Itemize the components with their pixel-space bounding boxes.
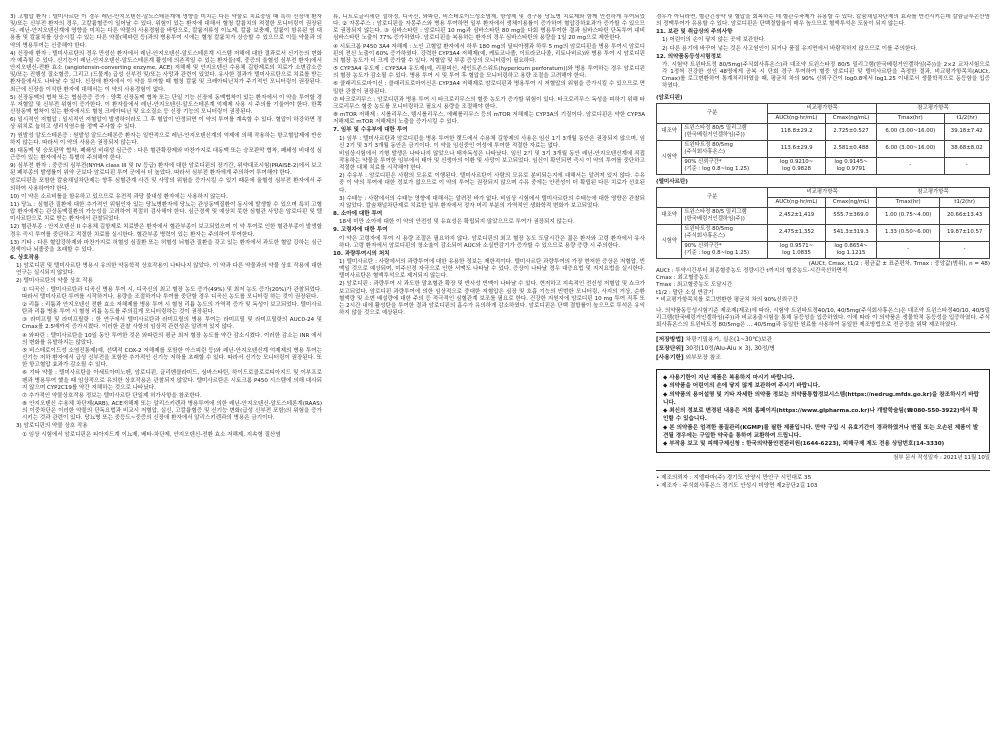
table-note: Tmax : 최고혈중농도 도달시간 bbox=[656, 282, 733, 289]
paragraph: 이 약은 고령자에 투여 시 용량 조절은 필요하지 않다. 암로디핀의 최고 혈장 농도 도달시간은 젊은 환자와 고령 환자에서 유사하다. 고령 환자에서 암로디핀의 청소율이 감소되어 AUC와 소실반감기가 증가할 수 있으므로 용량 증량 시 주의한다. bbox=[339, 235, 645, 249]
row-name: 트윈스타정 80/5 밀리그램 (한국베링거인겔하임(주)) bbox=[682, 123, 768, 140]
cell-cmax: 555.7±369.0 bbox=[825, 207, 876, 224]
table-row bbox=[657, 207, 990, 224]
paragraph: 2) 수유부 : 암로디핀은 사람의 모유로 이행된다. 텔미사르탄이 사람의 모유로 분비되는지에 대해서는 알려져 있지 않다. 수유 중 이 약의 투여에 대한 정보가 없으므로 이 약의 투여는 권장되지 않으며 수유 중에는 안전성이 더 확립된 다른 치료가 선호된다. bbox=[339, 173, 645, 194]
paragraph: 경우가 아니라면, 혈관긴장약 및 혈압을 회복하는 데 혈관수축제가 유용할 수 있다. 칼슘채널차단제의 효과를 반전시키는데 칼슘글루콘산염의 정맥투여가 유용할 수 있다. 암로디핀은 단백결합율이 매우 높으므로 혈액투석은 도움이 되지 않는다. bbox=[656, 14, 990, 28]
cell-thalf: 39.18±7.42 bbox=[944, 123, 989, 140]
paragraph: ④ 와파린 : 텔미사르탄을 10일 동안 투여한 것은 와파린의 평균 최저 혈장 농도를 약간 감소시켰다. 이러한 감소는 INR 에서의 변화를 유발하지는 않았다. bbox=[22, 332, 322, 346]
cell-thalf: 20.66±13.43 bbox=[940, 207, 990, 224]
column-3-intro bbox=[656, 14, 990, 91]
section-heading: 12. 의약품동등성시험정보 bbox=[656, 53, 722, 60]
cell-auc: 2,475±1,352 bbox=[768, 224, 826, 241]
manufacturer-line: • 제조의뢰자 : 지엘파마(주) 경기도 안양시 만안구 시민대로 35 bbox=[656, 475, 812, 482]
th-tmax: Tmax(hr) bbox=[877, 197, 940, 207]
table-telmisartan-caption: (텔미사르탄) bbox=[656, 178, 688, 185]
notice-item: ◆ 본 의약품은 엄격한 품질관리(KGMP)를 필한 제품입니다. 만약 구입 시 유효기간이 경과하였거나 변질 또는 오손된 제품이 발견될 경우에는 구입한 약국을 통하여 교환하여 드립니다. bbox=[663, 424, 979, 439]
table-telmisartan bbox=[656, 187, 990, 259]
section-heading: 6. 상호작용 bbox=[10, 255, 40, 261]
paragraph: ① 디곡신 : 텔미사르탄과 디곡신 병용 투여 시, 디곡신의 최고 혈장 농도 증가(49%) 및 최저 농도 증가(20%)가 관찰되었다. 따라서 텔미사르탄 투여를 시작하거나, 용량을 조절하거나 투여를 중단할 경우 디곡신 농도를 모니터링 하는 것이 권장된다. bbox=[22, 286, 322, 300]
row-name: 90% 신뢰구간* (기준 : log 0.8~log 1.25) bbox=[682, 241, 768, 258]
th-group-reference: 참고평가항목 bbox=[877, 187, 990, 197]
cell-tmax: 1.00 (0.75~4.00) bbox=[877, 207, 940, 224]
paragraph: 3) 고혈압 환자 : 텔미사르탄 이 경우 레닌-안지오텐신-알도스테론계에 영향을 미치는 다른 약물로 치료중임 때 특히 신장애 환자 및/또는 신부전 환자의 경우, 고칼륨혈증이 일어날 수 있다. 위험이 있는 환자에 대해서 혈청 칼륨치의 적절한 모니터링이 권장된다. 레닌-안지오텐신계에 영향을 미치는 다른 약물의 사용경험을 바탕으로, 칼륨저류성 이뇨제, 칼륨 보충제, 칼륨이 함유된 염 대용품 및 칼륨치를 상승시킬 수 있는 다른 약물(헤파린 등)과의 병용투여 시에는 혈청 칼륨치가 상승할 수 있으므로 이들 약물과 의 약의 병용투여는 신중해야 한다. bbox=[10, 14, 322, 49]
manufacturer-info bbox=[656, 470, 990, 490]
row-name: 트윈타트정 80/5mg (주식회사휴온스) bbox=[682, 140, 768, 157]
table-row bbox=[657, 140, 990, 157]
cell-auc: 118.8±29.2 bbox=[768, 123, 826, 140]
paragraph: 13) 기타 : 다른 혈압강하제와 마찬가지로 허혈성 심질환 또는 허혈성 뇌혈관 질환을 갖고 있는 환자에서 과도한 혈압 강하는 심근경색이나 뇌졸중을 초래할 수 있다. bbox=[10, 239, 322, 253]
cell-cmax: log 0.9145~ log 0.9791 bbox=[825, 157, 876, 174]
section-heading: 8. 소아에 대한 투여 bbox=[333, 211, 383, 218]
th-gubun: 구분 bbox=[657, 103, 768, 123]
section-heading: 11. 보관 및 취급상의 주의사항 bbox=[656, 29, 733, 36]
column-1 bbox=[10, 14, 322, 726]
paragraph: 2) 암로디핀 : 과량투여 시 과도한 말초혈관 확장 및 반사성 빈맥이 나타날 수 있다. 현저하고 지속적인 전신성 저혈압 및 쇼크가 보고되었다. 암로디핀 과량투여에 의한 임상적으로 중대한 저혈압은 심장 및 호흡 기능의 빈번한 모니터링, 사지의 거상, 순환 혈액량 및 소변 배설량에 대한 주의 등 적극적인 심혈관계 보조를 필요로 한다. 건강한 지원자에 암로디핀 10 mg 투여 직후 또는 2시간 내에 활성탄을 투여한 결과 암로디핀의 흡수가 유의하게 감소하였다. 암로디핀은 단백 결합률이 높으므로 투석은 유익하지 않을 것으로 예상된다. bbox=[339, 281, 645, 317]
th-cmax: Cmax(ng/mL) bbox=[825, 197, 876, 207]
paragraph: 8) 대동맥 및 승모판막 협착, 폐쇄성 비대성 심근증 : 다른 혈관확장제와 마찬가지로 대동맥 또는 승모판막 협착, 폐쇄성 비대성 심근증이 있는 환자에서는 특별히 주의해야 한다. bbox=[10, 147, 322, 161]
table-row bbox=[657, 224, 990, 241]
table-row bbox=[657, 123, 990, 140]
th-auc: AUCt(ng·hr/mL) bbox=[768, 197, 826, 207]
row-name: 트윈스타정 80/5 밀리그램 (한국베링거인겔하임(주)) bbox=[682, 207, 768, 224]
paragraph: 1) 임부 : 텔미사르탄과 암로디핀을 병용 투여한 랫드에서 수용체 길항제의 사용은 임신 1기 3개월 동안은 권장되지 않으며, 임신 2기 및 3기 3개월 동안은 금기이다. 이 약을 임신중인 여성에 투여한 적절한 자료는 없다. bbox=[339, 135, 645, 149]
paragraph: 9) 심부전 환자 : 중증의 심부전(NYHA class III 및 IV 등급) 환자에 대한 암로디핀의 장기간, 위약대조시험(PRAISE-2)에서 보고된 폐부종의 발생률이 위약 군보다 암로디핀 투여 군에서 더 높았다. 따라서 심부전 환자에게 주의하여 투여해야 한다. bbox=[10, 163, 322, 177]
paragraph: 류, 니트로글리세린 설하정, 디곡신, 와파린, 비스테로이드성소염제, 항생제 및 경구용 당뇨병 치료제와 함께 안전하게 투여되었다. ② 자몽주스 : 암로디핀을 자몽주스와 병용 투여하면 일부 환자에서 생체이용률이 증가하여 혈압강하효과가 증가할 수 있으므로 권장되지 않는다. ③ 심바스타틴 : 암로디핀 10 mg과 심바스타틴 80 mg을 다회 병용투여한 결과 심바스타틴 단독투여 대비 심바스타틴 노출이 77% 증가하였다. 암로디핀을 복용하는 환자의 경우 심바스타틴의 용량을 1일 20 mg으로 제한한다. bbox=[333, 14, 645, 42]
paragraph: ⑧ mTOR 저해제 : 시롤리무스, 템시롤리무스, 에베롤리무스 등의 mTOR 저해제는 CYP3A의 기질이다. 암로디핀은 약한 CYP3A 저해제로 mTOR 저해제의 노출을 증가시킬 수 있다. bbox=[333, 112, 645, 126]
section-heading: 10. 과량투여시의 처치 bbox=[333, 250, 390, 257]
paragraph: 3) 수태능 : 사람에서의 수태능 영향에 대해서는 알려진 바가 없다. 비임상 시험에서 텔미사르탄의 수태능에 대한 영향은 관찰되지 않았다. 칼슘채널차단제로 치료한 일부 환자에서 정자 머리 부분의 가역적인 생화학적 변화가 보고되었다. bbox=[339, 195, 645, 209]
notice-box bbox=[656, 369, 990, 453]
paragraph: ⑤ CYP3A4 유도제 : CYP3A4 유도제(예, 리팜피신, 세인트존스워트(hypericum perforatum))와 병용 투여하는 경우 암로디핀의 혈장 농도가 감소될 수 있다. 병용 투여 시 및 투여 후 혈압을 모니터링하고 용량 조절을 고려해야 한다. bbox=[333, 66, 645, 80]
paragraph: 4) 신장애 환자 : 텔미사르탄의 경우 만성신 환자에서 레닌-안지오텐신-알도스테론계 시스템 저해에 대한 결과로서 신기능의 변화가 예측될 수 있다. 신기능이 레닌-안지오텐신-알도스테론계 활성에 의존적일 수 있는 환자들(예, 중증의 울혈성 심부전 환자)에서 안지오텐신-전환 효소 (angiotensin-converting enzyme, ACE) 저해제 및 안지오텐신 수용체 길항제로의 치료가 소변감소증 및/또는 진행성 질소혈증, 그리고 (드물게) 급성 신부전 및/또는 사망과 관련이 있었다. 유사한 결과가 텔미사르탄으로 치료를 받는 환자들에서도 나타날 수 있다. 신장애 환자에서 이 약을 투여할 때 혈청 칼륨 및 크레아티닌치가 주기적인 모니터링이 권장된다. 최근에 신장을 이식한 환자에 대해서는 이 약의 사용경험이 없다. bbox=[10, 50, 322, 93]
package-value: 30정(10정/Alu-Alu × 3), 30정/병 bbox=[685, 346, 775, 353]
th-gubun: 구분 bbox=[657, 187, 768, 207]
paragraph: ⑥ 클래리트로마이신 : 클래리트로마이신은 CYP3A4 저해제로 암로디핀과 병용투여 시 저혈압의 위험을 증가시킬 수 있으므로 면밀한 관찰이 권장된다. bbox=[333, 81, 645, 95]
cell-tmax: 1.33 (0.50~6.00) bbox=[877, 224, 940, 241]
section-heading: 9. 고령자에 대한 투여 bbox=[333, 227, 388, 234]
package-label: [포장단위] bbox=[656, 346, 684, 353]
storage-value: 차광기밀용기, 실온(1~30℃)보관 bbox=[685, 337, 773, 344]
cell-tmax: 6.00 (3.00~16.00) bbox=[877, 123, 944, 140]
cell-auc: log 0.9210~ log 0.9828 bbox=[768, 157, 826, 174]
notice-item: ◆ 부작용 보고 및 피해구제신청 : 한국의약품안전관리원(1644-6223), 피해구제 제도 전용 상담번호(14-3330) bbox=[663, 440, 945, 447]
row-group-label: 시험약 bbox=[657, 140, 682, 174]
paragraph: 1) 암로디핀 및 텔미사르탄 병용시 유의한 약동학적 상호작용이 나타나지 않았다. 이 약과 다른 약물과의 약물 상호 작용에 대한 연구는 실시되지 않았다. bbox=[16, 263, 322, 277]
table-note: (AUCt, Cmax, t1/2 : 평균값 ± 표준편차, Tmax : 중앙값(범위), n = 48) bbox=[808, 260, 990, 267]
paragraph: ④ 시토크롬 P450 3A4 저해제 : 노인 고혈압 환자에서 하루 180 mg의 딜티아젬과 하루 5 mg의 암로디핀을 병용 투여시 암로디핀의 전신 노출이 60% 증가하였다. 강력한 CYP3A4 저해제(예, 케토코나졸, 이트라코나졸, 리토나비르)와 병용 투여 시 암로디핀의 혈장 농도가 더 크게 증가할 수 있다. 저혈압 및 부종 증상의 모니터링이 필요하다. bbox=[333, 43, 645, 64]
row-name: 90% 신뢰구간* (기준 : log 0.8~log 1.25) bbox=[682, 157, 768, 174]
row-group-label: 시험약 bbox=[657, 224, 682, 258]
paragraph: 10) 이 약은 소르비톨을 함유하고 있으므로 유전적 과당 불내성 환자에는 사용하지 않는다. bbox=[10, 193, 228, 200]
notice-item: ◆ 의약품의 용어설명 및 기타 자세한 의약품 정보는 의약품통합정보시스템(https://nedrug.mfds.go.kr)을 참조하시기 바랍니다. bbox=[663, 391, 980, 406]
row-group-label: 대조약 bbox=[657, 123, 682, 140]
paragraph: 2) 텔미사르탄의 약물 상호 작용 bbox=[16, 278, 94, 285]
cell-auc: 113.6±29.9 bbox=[768, 140, 826, 157]
paragraph: ③ 라미프릴 및 라미프릴랏 : 한 연구에서 텔미사르탄과 라미프릴의 병용 투여는 라미프릴 및 라미프릴랏의 AUC0-24 및 Cmax를 2.5배까지 증가시켰다. 이러한 관찰 사항의 임상적 관련성은 알려져 있지 않다. bbox=[22, 317, 322, 331]
cell-thalf: 19.87±10.57 bbox=[940, 224, 990, 241]
period-label: [사용기한] bbox=[656, 355, 684, 362]
th-group-compare: 비교평가항목 bbox=[768, 103, 877, 113]
th-thalf: t1/2(hr) bbox=[940, 197, 990, 207]
paragraph: 2) 다른 용기에 바꾸어 넣는 것은 사고원인이 되거나 품질 유지면에서 바람직하지 않으므로 이를 주의한다. bbox=[662, 45, 918, 52]
paragraph: ⑥ 기타 약물 : 텔미사르탄을 아세트아미노펜, 암로디핀, 글리벤클라미드, 심바스타틴, 하이드로클로로티아지드 및 이부프로펜과 병용투여 했을 때 임상적으로 유의한 상호작용은 관찰되지 않았다. 텔미사르탄은 시토크롬 P450 시스템에 의해 대사되지 않으며 CYP2C19를 약간 저해하는 것으로 나타났다. bbox=[22, 370, 322, 391]
paragraph: 3) 암로디핀의 약물 상호 작용 bbox=[16, 423, 88, 430]
period-value: 외부포장 참조 bbox=[685, 355, 721, 362]
paragraph: 가. 시험약 트윈타트정 80/5mg(주식회사휴온스)과 대조약 트윈스타정 80/5 밀리그램(한국베링거인겔하임(주))을 2×2 교차시험으로 각 1정씩 건강한 성인 48명에게 공복 시 단회 경구 투여하여 혈중 암로디핀 및 텔미사르탄을 측정한 결과, 비교평가항목치(AUCt, Cmax)를 로그변환하여 통계처리하였을 때, 평균치 차의 90% 신뢰구간이 log0.8에서 log1.25 이내로서 생물학적으로 동등함을 입증하였다. bbox=[662, 61, 990, 90]
cell-tmax: - bbox=[877, 157, 944, 174]
paragraph: ⑦ 타크로리무스 : 암로디핀과 병용 투여 시 타크로리무스의 혈중 농도가 증가할 위험이 있다. 타크로리무스 독성을 피하기 위해 타크로리무스 혈중 농도를 모니터링하고 필요시 용량을 조절해야 한다. bbox=[333, 96, 645, 110]
paragraph: 7) 원발성 알도스테론증 : 원발성 알도스테론증 환자는 일반적으로 레닌-안지오텐신계의 억제에 의해 작용하는 항고혈압제에 반응하지 않는다. 따라서 이 약의 사용은 권장되지 않는다. bbox=[10, 132, 322, 146]
cell-cmax: log 0.8654~ log 1.1215 bbox=[825, 241, 876, 258]
divider bbox=[656, 332, 990, 333]
row-name: 트윈타트정 80/5mg (주식회사휴온스) bbox=[682, 224, 768, 241]
th-cmax: Cmax(ng/mL) bbox=[825, 113, 876, 123]
table-note: AUCt : 투약시간부터 최종혈중농도 정량시간 t까지의 혈중농도-시간곡선하면적 bbox=[656, 268, 848, 275]
table-note: Cmax : 최고혈중농도 bbox=[656, 275, 710, 282]
bioequivalence-note: 나. 의약품동등성시험기준 제조제(제조)에 따라, 시험약 트윈타트정40/10, 40/5mg(주식회사휴온스)은 대조약 트윈스타정40/10, 40/5밀리그램(한국베링거인겔하임(주))과 비교용출시험을 통해 동등성을 입증하였다. 이에 따라 이 의약품은 생물학적 동등성을 입증하였다. 주식회사휴온스의 트윈타트정 80/5mg은 ... 40/5mg과 동일한 원료를 사용하여 동일한 제조방법으로 전공정을 위탁 제조하였다. bbox=[656, 307, 990, 329]
column-2 bbox=[333, 14, 645, 726]
table-note: * 비교평가항목치를 로그변환한 평균치 차의 90%신뢰구간 bbox=[656, 296, 798, 303]
table-amlodipine-caption: (암로디핀) bbox=[656, 94, 683, 101]
cell-auc: log 0.9571~ log 1.0835 bbox=[768, 241, 826, 258]
notice-item: ◆ 사용기한이 지난 제품은 복용하지 마시기 바랍니다. bbox=[663, 375, 795, 382]
paragraph: 12) 혈관부종 : 안지오텐신 II 수용체 길항제로 치료받은 환자에서 혈관부종이 보고되었으며 이 약 투여로 인한 혈관부종이 발생할 경우 즉시 투여를 중단하고 적절한 치료를 실시한다. 혈관부종 병력이 있는 환자는 주의하여 투여한다. bbox=[10, 224, 322, 238]
th-auc: AUCt(ng·hr/mL) bbox=[768, 113, 826, 123]
paragraph: 비임상시험에서 기형 발생은 나타나지 않았으나 태자독성은 나타났다. 임신 2기 및 3기 3개월 동안 레닌-안지오텐신계에 직접 작용하는 약물을 투여한 임부에서 태아 및 신생아의 이환 및 사망이 보고되었다. 임신이 확인되면 즉시 이 약의 투여를 중단하고 적절한 대체 치료를 시작해야 한다. bbox=[339, 150, 645, 172]
cell-auc: 2,452±1,419 bbox=[768, 207, 826, 224]
th-thalf: t1/2(hr) bbox=[944, 113, 989, 123]
paragraph: 6) 일시적인 저혈압 : 일시적인 저혈압이 발생하더라도 그 후 혈압이 안정되면 이 약의 투여를 계속할 수 있다. 혈압이 하강하면 정상 위치로 눕히고 생리식염수를 정맥 주사할 수 있다. bbox=[10, 117, 322, 131]
cell-thalf: - bbox=[940, 241, 990, 258]
cell-tmax: - bbox=[877, 241, 940, 258]
paragraph: 5) 신장동맥의 협착 또는 협심증증 증가 : 양쪽 신장동맥 협착 또는 단일 기능 신장에 동맥협착이 있는 환자에서 이 약을 투여할 경우 저혈압 및 신부전 위험이 증가한다. 이 환자들에서 레닌-안지오텐신-알도스테론계 억제제 사용 시 주의를 기울여야 한다. 한쪽 신장동맥 협착이 있는 환자에서도 혈청 크레아티닌 및 요소질소 등 신장 기능의 모니터링이 권장된다. bbox=[10, 94, 322, 116]
cell-cmax: 2.581±0.488 bbox=[825, 140, 876, 157]
table-row bbox=[657, 157, 990, 174]
cell-thalf: 38.68±8.02 bbox=[944, 140, 989, 157]
th-tmax: Tmax(hr) bbox=[877, 113, 944, 123]
cell-cmax: 541.3±319.3 bbox=[825, 224, 876, 241]
paragraph: ① 임상 시험에서 암로디핀은 티아지드계 이뇨제, 베타-차단제, 안지오텐신-전환 효소 저해제, 지속형 질산염 bbox=[22, 431, 281, 438]
paragraph: 1) 텔미사르탄 : 사람에서의 과량투여에 대한 유용한 정보는 제한적이다. 텔미사르탄 과량투여의 가장 현저한 증상은 저혈압, 빈맥일 것으로 예상되며, 미주신경 자극으로 인한 서맥도 나타날 수 있다. 증상이 나타날 경우 대증요법 및 지지요법을 실시한다. 텔미사르탄은 혈액투석으로 제거되지 않는다. bbox=[339, 259, 645, 280]
th-group-reference: 참고평가항목 bbox=[877, 103, 990, 113]
table-note: t1/2 : 말단 소실 반감기 bbox=[656, 289, 714, 296]
cell-cmax: 2.725±0.527 bbox=[825, 123, 876, 140]
paragraph: 1) 어린이의 손이 닿지 않는 곳에 보관한다. bbox=[662, 37, 766, 44]
revision-date: 첨부 문서 작성일자 : 2021년 11월 10일 bbox=[893, 455, 990, 462]
cell-thalf: - bbox=[944, 157, 989, 174]
paragraph: 18세 미만 소아에 대한 이 약의 안전성 및 유효성은 확립되지 않았으므로 투여가 권장되지 않는다. bbox=[339, 219, 575, 226]
notice-item: ◆ 의약품을 어린이의 손에 닿지 않게 보관하여 주시기 바랍니다. bbox=[663, 383, 821, 390]
paragraph: ⑧ 안지오텐신 수용체 차단제(ARB), ACE저해제 또는 알리스키렌과 병용투여에 의한 레닌-안지오텐신-알도스테론계(RAAS)의 이중차단은 이러한 약물의 단독요법과 비교시 저혈압, 실신, 고칼륨혈증 및 신기능 변화(급성 신부전 포함)의 위험을 증가시키는 것과 관련이 있다. 당뇨병 또는 중등도~중증의 신장애 환자에서 알리스키렌과의 병용은 금기이다. bbox=[22, 400, 322, 422]
table-amlodipine bbox=[656, 103, 990, 175]
paragraph: ⑤ 비스테로이드성 소염진통제(예, 선택적 COX-2 저해제를 포함한 아스피린 등)와 레닌-안지오텐신계 억제제의 병용 투여는 신기능 저하 환자에서 급성 신부전을 포함한 추가적인 신기능 저하를 초래할 수 있다. 따라서 신기능 모니터링이 권장된다. 또한 항고혈압 효과가 감소될 수 있다. bbox=[22, 347, 322, 369]
storage-label: [저장방법] bbox=[656, 337, 684, 344]
product-meta bbox=[656, 336, 990, 363]
manufacturer-line: • 제조자 : 주식회사휴온스 경기도 안성시 미양면 제2공단2길 103 bbox=[656, 483, 818, 490]
table-notes bbox=[656, 261, 990, 304]
section-heading: 7. 임부 및 수유부에 대한 투여 bbox=[333, 127, 408, 134]
notice-item: ◆ 최신의 정보로 변경된 내용은 저희 홈페이지(https://www.glpharma.co.kr)나 개발학술팀(☎080-550-3922)에서 확인할 수 있습니다. bbox=[663, 408, 978, 423]
th-group-compare: 비교평가항목 bbox=[768, 187, 877, 197]
column-3 bbox=[656, 14, 990, 726]
paragraph: ② 리튬 : 리튬과 안지오텐신 전환 효소 저해제를 병용 투여 시 혈청 리튬 농도의 가역적 증가 및 독성이 보고되었다. 텔미사르탄과 리튬 병용 투여 시 혈청 리튬 농도를 주의깊게 모니터링하는 것이 권장된다. bbox=[22, 301, 322, 316]
paragraph: ⑦ 추가적인 약물상호작용 정보는 텔미사르탄 단일제 허가사항을 참조한다. bbox=[22, 392, 202, 399]
row-group-label: 대조약 bbox=[657, 207, 682, 224]
cell-tmax: 6.00 (3.00~16.00) bbox=[877, 140, 944, 157]
paragraph: 11) 당뇨 : 심혈관 질환에 대한 추가적인 위험인자 있는 당뇨병환자에 당뇨는 관상동맥질환이 동시에 발생할 수 있으며 특히 고혈압 환자에게는 관상동맥질환의 가능성을 고려하여 적절히 검사해야 한다. 심근경색 및 예상치 못한 심혈관 사망은 암로디핀 및 텔미사르탄으로 치료 받는 환자에서 관찰되었다. bbox=[10, 201, 322, 223]
paragraph: 암로디핀을 포함한 칼슘채널차단제는 향후 심혈관계 사건 및 사망의 위험을 증가시킬 수 있기 때문에 울혈성 심부전 환자에서 주의하여 사용하여야 한다. bbox=[10, 178, 322, 192]
table-row bbox=[657, 241, 990, 258]
